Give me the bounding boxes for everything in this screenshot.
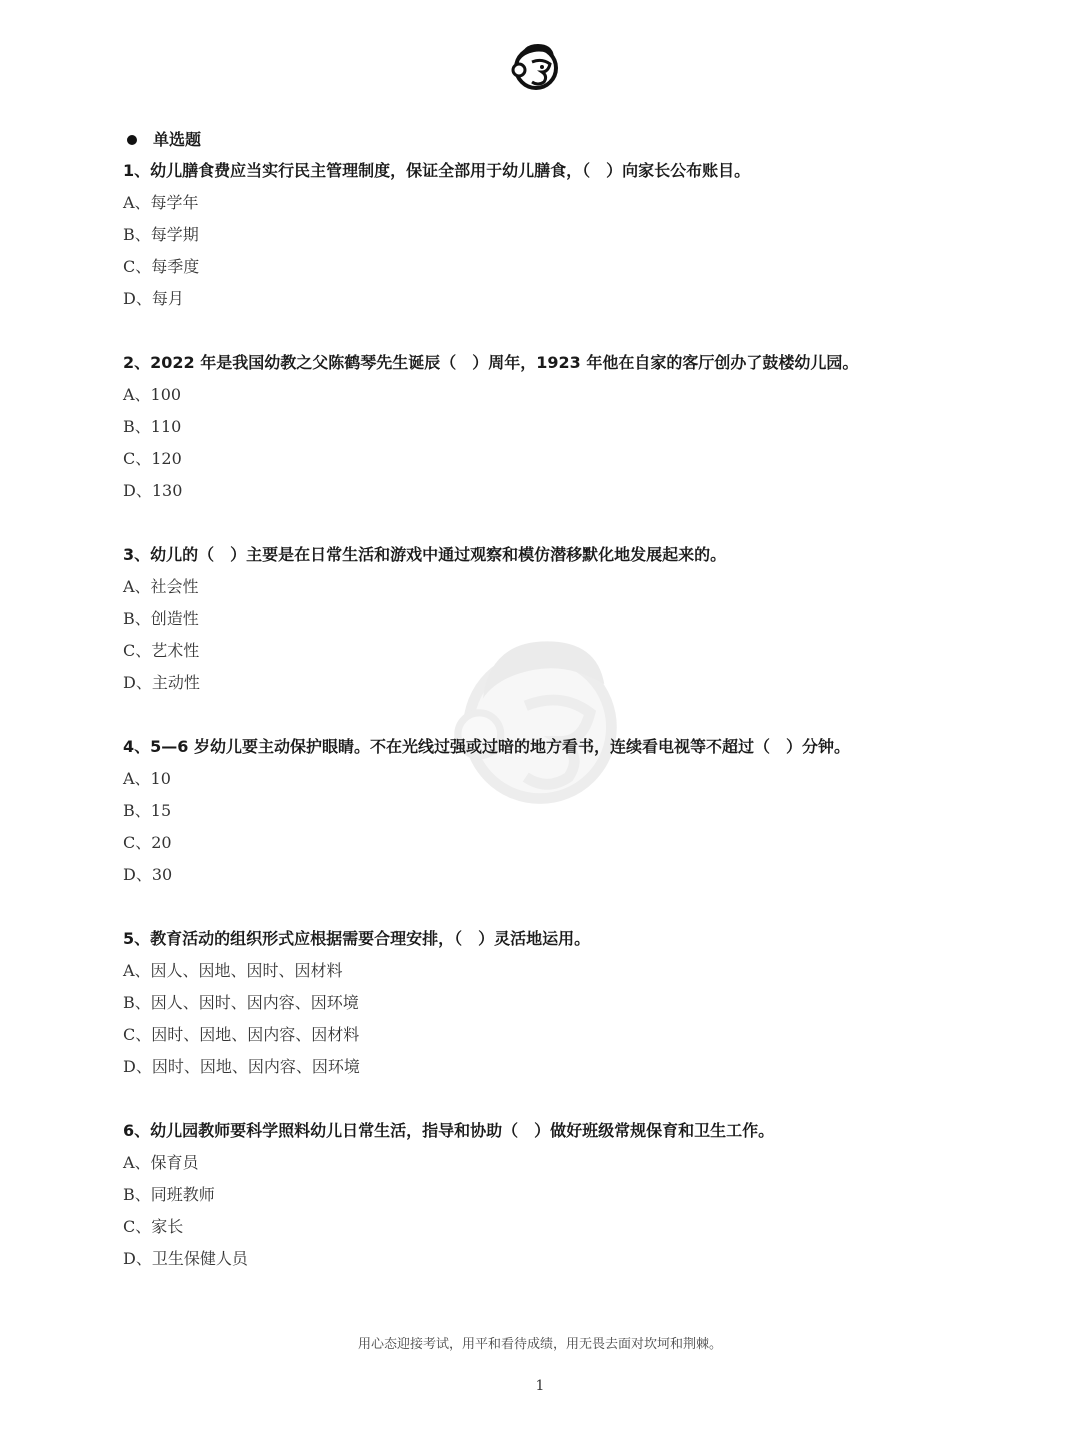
option-a: A、10	[123, 769, 171, 788]
option-a: A、每学年	[123, 193, 199, 212]
option-a: A、社会性	[123, 577, 199, 596]
question-2	[123, 347, 983, 507]
option-b: B、同班教师	[123, 1185, 215, 1204]
option-d: D、130	[123, 481, 183, 500]
question-stem: 1、幼儿膳食费应当实行民主管理制度，保证全部用于幼儿膳食，（ ）向家长公布账目。	[123, 161, 751, 180]
question-stem: 3、幼儿的（ ）主要是在日常生活和游戏中通过观察和模仿潜移默化地发展起来的。	[123, 545, 727, 564]
question-6	[123, 1115, 983, 1275]
section-title-text: 单选题	[153, 130, 202, 149]
option-a: A、保育员	[123, 1153, 199, 1172]
option-a: A、100	[123, 385, 182, 404]
option-c: C、20	[123, 833, 172, 852]
question-stem: 4、5—6 岁幼儿要主动保护眼睛。不在光线过强或过暗的地方看书，连续看电视等不超过（ ）分钟。	[123, 737, 850, 756]
option-a: A、因人、因地、因时、因材料	[123, 961, 343, 980]
section-heading	[123, 125, 983, 155]
option-d: D、主动性	[123, 673, 200, 692]
question-stem: 6、幼儿园教师要科学照料幼儿日常生活，指导和协助（ ）做好班级常规保育和卫生工作。	[123, 1121, 775, 1140]
option-c: C、120	[123, 449, 182, 468]
option-b: B、15	[123, 801, 172, 820]
option-d: D、卫生保健人员	[123, 1249, 248, 1268]
option-b: B、因人、因时、因内容、因环境	[123, 993, 359, 1012]
question-1	[123, 155, 983, 315]
option-c: C、家长	[123, 1217, 184, 1236]
bullet-icon	[127, 135, 137, 145]
page-number: 1	[535, 1378, 545, 1394]
option-b: B、创造性	[123, 609, 199, 628]
option-d: D、30	[123, 865, 173, 884]
question-stem: 5、教育活动的组织形式应根据需要合理安排，（ ）灵活地运用。	[123, 929, 591, 948]
question-stem: 2、2022 年是我国幼教之父陈鹤琴先生诞辰（ ）周年，1923 年他在自家的客厅创办了鼓楼幼儿园。	[123, 353, 859, 372]
footer-motto: 用心态迎接考试，用平和看待成绩，用无畏去面对坎坷和荆棘。	[357, 1337, 722, 1352]
option-b: B、每学期	[123, 225, 199, 244]
question-list	[123, 125, 983, 1307]
option-c: C、艺术性	[123, 641, 200, 660]
question-4	[123, 731, 983, 891]
question-3	[123, 539, 983, 699]
option-c: C、每季度	[123, 257, 200, 276]
option-b: B、110	[123, 417, 182, 436]
monkey-logo-icon	[508, 38, 564, 94]
option-d: D、因时、因地、因内容、因环境	[123, 1057, 360, 1076]
option-d: D、每月	[123, 289, 184, 308]
question-5	[123, 923, 983, 1083]
option-c: C、因时、因地、因内容、因材料	[123, 1025, 360, 1044]
